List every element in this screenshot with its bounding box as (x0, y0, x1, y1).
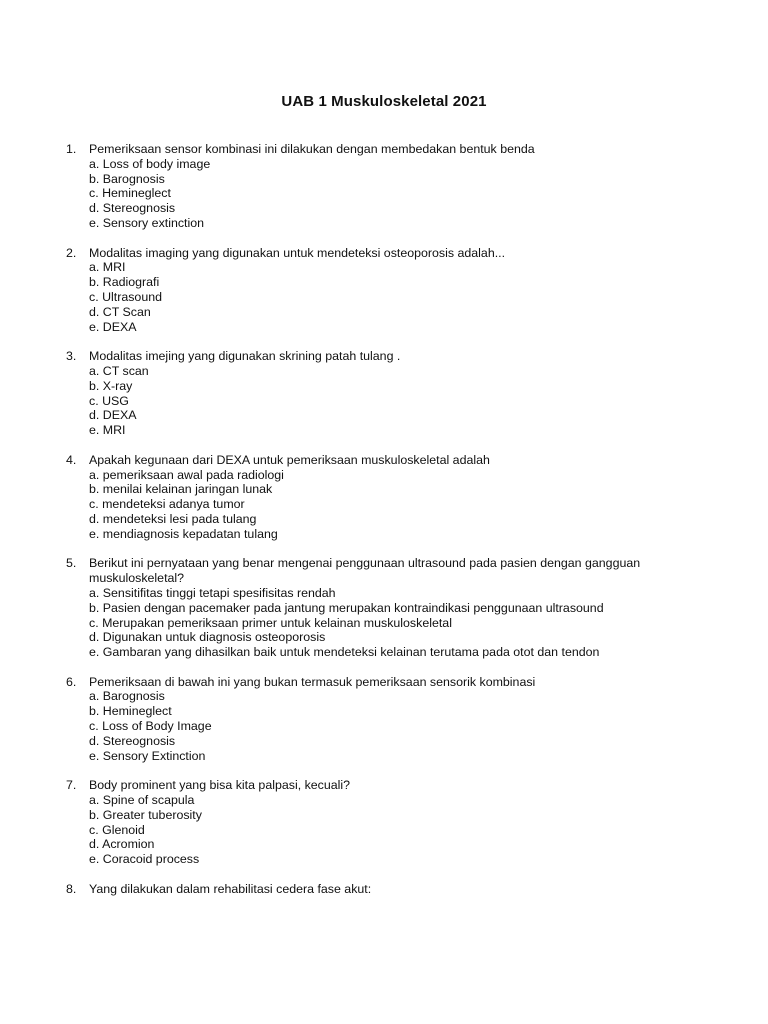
answer-options (89, 364, 706, 438)
question-number: 3. (66, 349, 77, 364)
answer-option: b. X-ray (89, 378, 133, 393)
answer-options (89, 689, 706, 763)
answer-option: a. Barognosis (89, 689, 165, 704)
answer-option: d. mendeteksi lesi pada tulang (89, 511, 257, 526)
answer-option: a. MRI (89, 260, 126, 275)
answer-option: c. Merupakan pemeriksaan primer untuk kelainan muskuloskeletal (89, 615, 452, 630)
question-text: Modalitas imejing yang digunakan skrining patah tulang . (89, 349, 401, 364)
question-item (66, 675, 706, 764)
answer-option: c. Loss of Body Image (89, 719, 212, 734)
answer-option: a. CT scan (89, 363, 149, 378)
page-title: UAB 1 Muskuloskeletal 2021 (281, 93, 487, 110)
question-line (66, 882, 706, 897)
answer-options (89, 793, 706, 867)
question-number: 5. (66, 556, 77, 571)
question-text: Modalitas imaging yang digunakan untuk mendeteksi osteoporosis adalah... (89, 245, 506, 260)
question-line (66, 778, 706, 793)
answer-option: d. CT Scan (89, 304, 151, 319)
answer-option: d. Stereognosis (89, 201, 176, 216)
answer-option: a. Sensitifitas tinggi tetapi spesifisitas rendah (89, 585, 336, 600)
question-number: 2. (66, 245, 77, 260)
question-line (66, 349, 706, 364)
question-item (66, 349, 706, 438)
question-line (66, 142, 706, 157)
answer-option: e. DEXA (89, 319, 137, 334)
answer-option: b. Pasien dengan pacemaker pada jantung merupakan kontraindikasi penggunaan ultrasound (89, 600, 604, 615)
answer-option: d. Acromion (89, 837, 155, 852)
question-text: Berikut ini pernyataan yang benar mengenai penggunaan ultrasound pada pasien dengan gangguan muskuloskeletal? (89, 556, 641, 586)
question-text: Body prominent yang bisa kita palpasi, kecuali? (89, 778, 351, 793)
question-text: Yang dilakukan dalam rehabilitasi cedera fase akut: (89, 881, 372, 896)
answer-option: e. Coracoid process (89, 852, 200, 867)
answer-option: e. MRI (89, 423, 126, 438)
question-text: Pemeriksaan di bawah ini yang bukan termasuk pemeriksaan sensorik kombinasi (89, 674, 536, 689)
question-number: 4. (66, 452, 77, 467)
answer-option: e. Sensory extinction (89, 215, 205, 230)
answer-option: c. Glenoid (89, 822, 145, 837)
question-number: 8. (66, 881, 77, 896)
question-item (66, 246, 706, 335)
answer-options (89, 586, 706, 660)
question-number: 6. (66, 674, 77, 689)
answer-option: b. Radiografi (89, 275, 160, 290)
question-list (66, 142, 706, 911)
question-item (66, 778, 706, 867)
question-line (66, 453, 706, 468)
answer-option: e. Sensory Extinction (89, 748, 206, 763)
answer-option: b. Hemineglect (89, 704, 172, 719)
answer-option: b. Barognosis (89, 171, 165, 186)
answer-option: d. Digunakan untuk diagnosis osteoporosis (89, 630, 326, 645)
question-line (66, 246, 706, 261)
question-line (66, 556, 706, 586)
answer-option: d. Stereognosis (89, 733, 176, 748)
answer-option: b. menilai kelainan jaringan lunak (89, 482, 273, 497)
question-item (66, 142, 706, 231)
question-text: Apakah kegunaan dari DEXA untuk pemeriksaan muskuloskeletal adalah (89, 452, 490, 467)
question-item (66, 453, 706, 542)
question-line (66, 675, 706, 690)
answer-option: d. DEXA (89, 408, 137, 423)
answer-options (89, 468, 706, 542)
question-number: 1. (66, 142, 77, 156)
answer-option: a. pemeriksaan awal pada radiologi (89, 467, 284, 482)
answer-options (89, 157, 706, 231)
question-item (66, 556, 706, 660)
answer-option: c. USG (89, 393, 129, 408)
answer-option: b. Greater tuberosity (89, 807, 202, 822)
question-number: 7. (66, 778, 77, 793)
answer-option: e. mendiagnosis kepadatan tulang (89, 526, 278, 541)
answer-option: c. Hemineglect (89, 186, 171, 201)
answer-options (89, 260, 706, 334)
answer-option: c. Ultrasound (89, 289, 163, 304)
answer-option: a. Loss of body image (89, 156, 211, 171)
question-text: Pemeriksaan sensor kombinasi ini dilakukan dengan membedakan bentuk benda (89, 142, 535, 156)
answer-option: a. Spine of scapula (89, 793, 195, 808)
question-item (66, 882, 706, 897)
answer-option: c. mendeteksi adanya tumor (89, 497, 245, 512)
answer-option: e. Gambaran yang dihasilkan baik untuk mendeteksi kelainan terutama pada otot dan tendon (89, 645, 600, 660)
